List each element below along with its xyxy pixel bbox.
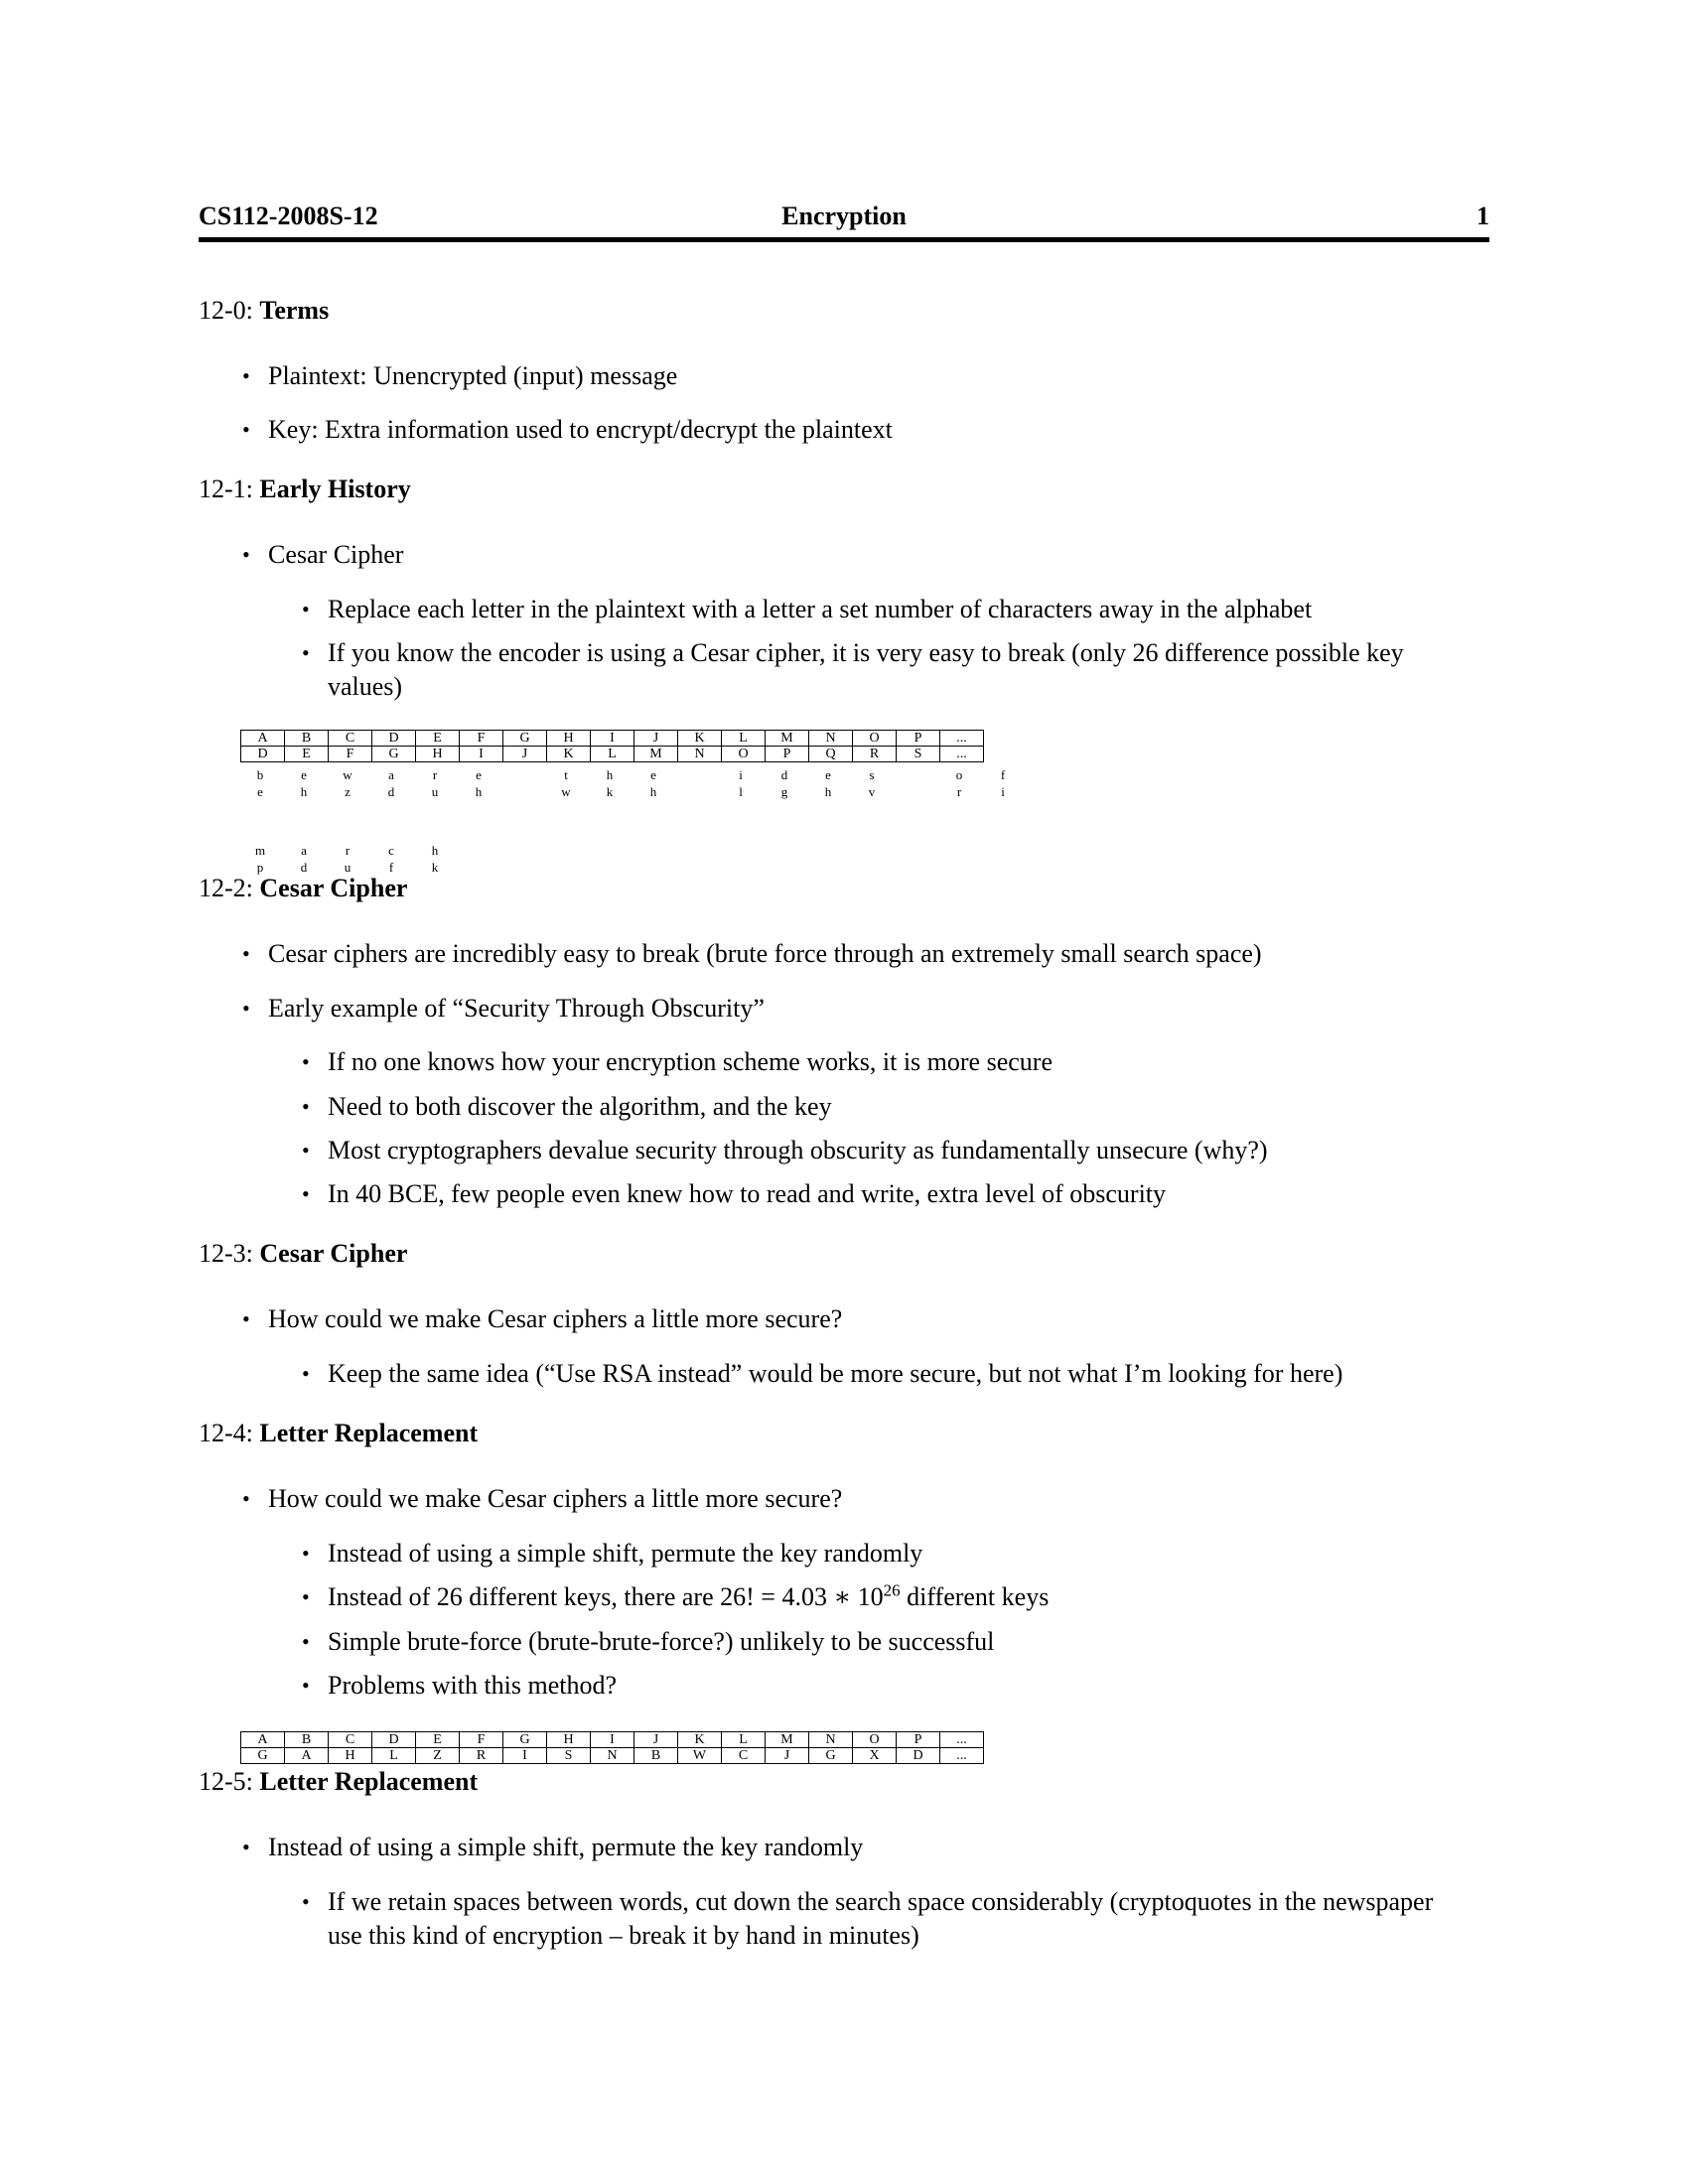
table-cell: D <box>241 747 285 762</box>
bullet-icon: • <box>302 1361 310 1386</box>
sub-bullet-item: • Keep the same idea (“Use RSA instead” would be more secure, but not what I’m looking for here) <box>328 1357 1499 1391</box>
example-letter: d <box>780 767 788 782</box>
table-cell: K <box>678 731 722 747</box>
table-cell: H <box>329 1748 372 1764</box>
table-cell: Q <box>809 747 853 762</box>
table-cell: W <box>678 1748 722 1764</box>
table-cell: F <box>329 747 372 762</box>
table-cell: G <box>503 731 547 747</box>
example-letter: i <box>739 767 743 782</box>
bullet-icon: • <box>302 1889 310 1914</box>
example-letter: i <box>1001 784 1005 799</box>
bullet-item: • Cesar Cipher <box>268 538 403 572</box>
bullet-icon: • <box>242 542 250 567</box>
table-cell: J <box>503 747 547 762</box>
bullet-icon: • <box>302 1673 310 1698</box>
table-cell: O <box>722 747 766 762</box>
table-cell: L <box>591 747 634 762</box>
bullet-icon: • <box>302 640 310 665</box>
sub-bullet-item: • If you know the encoder is using a Cesar cipher, it is very easy to break (only 26 difference possible key values) <box>302 638 1404 701</box>
bullet-item: • Cesar ciphers are incredibly easy to break (brute force through an extremely small search space) <box>268 937 1262 971</box>
bullet-icon: • <box>302 1181 310 1206</box>
example-letter: h <box>475 784 483 799</box>
table-cell: N <box>591 1748 634 1764</box>
table-cell: C <box>329 731 372 747</box>
table-cell: H <box>416 747 460 762</box>
bullet-icon: • <box>302 1629 310 1654</box>
example-letter: z <box>345 784 351 799</box>
example-letter: l <box>739 784 743 799</box>
example-letter: r <box>956 784 962 799</box>
table-cell: D <box>372 1732 416 1748</box>
bullet-item: • Key: Extra information used to encrypt/decrypt the plaintext <box>268 413 893 447</box>
example-letter: o <box>955 767 963 782</box>
bullet-icon: • <box>242 1835 250 1859</box>
bullet-icon: • <box>302 1541 310 1566</box>
table-cell: A <box>241 1732 285 1748</box>
table-cell: D <box>372 731 416 747</box>
table-cell: M <box>766 731 809 747</box>
table-cell: K <box>547 747 591 762</box>
example-letter: h <box>606 767 614 782</box>
example-letter: m <box>254 843 266 858</box>
table-cell: P <box>897 731 940 747</box>
example-letter: f <box>1000 767 1006 782</box>
example-letter: e <box>650 767 656 782</box>
sub-bullet-item: • Most cryptographers devalue security through obscurity as fundamentally unsecure (why?) <box>328 1134 1499 1167</box>
bullet-item: • Instead of using a simple shift, permute the key randomly <box>268 1831 863 1864</box>
table-cell: R <box>460 1748 503 1764</box>
table-cell: D <box>897 1748 940 1764</box>
example-letter: h <box>824 784 832 799</box>
bullet-item: • Plaintext: Unencrypted (input) message <box>268 359 677 393</box>
example-letter: g <box>780 784 788 799</box>
table-cell: B <box>285 731 329 747</box>
sub-bullet-item: • Problems with this method? <box>328 1669 1499 1703</box>
table-cell: G <box>241 1748 285 1764</box>
example-letter: k <box>431 860 439 875</box>
table-cell: B <box>285 1732 329 1748</box>
table-cell: B <box>634 1748 678 1764</box>
sub-bullet-item: • Replace each letter in the plaintext with a letter a set number of characters away in the alphabet <box>328 593 1499 626</box>
bullet-icon: • <box>242 1306 250 1331</box>
table-cell: M <box>766 1732 809 1748</box>
sub-bullet-item: • Simple brute-force (brute-brute-force?) unlikely to be successful <box>328 1625 1499 1659</box>
example-letter: b <box>256 767 264 782</box>
table-cell: P <box>766 747 809 762</box>
bullet-item: • Early example of “Security Through Obscurity” <box>268 992 765 1025</box>
table-cell: E <box>416 731 460 747</box>
sub-bullet-item: • In 40 BCE, few people even knew how to read and write, extra level of obscurity <box>328 1177 1499 1211</box>
table-cell: A <box>241 731 285 747</box>
table-cell: I <box>460 747 503 762</box>
table-cell: ... <box>940 1748 984 1764</box>
bullet-icon: • <box>302 1138 310 1162</box>
example-letter: f <box>388 860 394 875</box>
example-letter: e <box>301 767 307 782</box>
example-letter: h <box>300 784 308 799</box>
sub-bullet-item: • If we retain spaces between words, cut down the search space considerably (cryptoquotes in the newspaper use this kind of encryption – break it by hand in minutes) <box>302 1887 1434 1950</box>
section-heading-12-4: 12-4: Letter Replacement <box>199 1419 479 1447</box>
example-letter: w <box>343 767 352 782</box>
sub-bullet-item: • Instead of using a simple shift, permute the key randomly <box>328 1537 1499 1570</box>
table-cell: G <box>503 1732 547 1748</box>
table-cell: G <box>809 1748 853 1764</box>
table-cell: I <box>591 731 634 747</box>
table-cell: S <box>897 747 940 762</box>
table-cell: C <box>329 1732 372 1748</box>
table-cell: G <box>372 747 416 762</box>
bullet-icon: • <box>242 996 250 1021</box>
table-cell: S <box>547 1748 591 1764</box>
example-letter: r <box>345 843 351 858</box>
table-cell: ... <box>940 1732 984 1748</box>
table-cell: C <box>722 1748 766 1764</box>
example-letter: w <box>561 784 571 799</box>
permuted-key-table <box>240 1731 984 1764</box>
sub-bullet-item: • Instead of 26 different keys, there are 26! = 4.03 ∗ $10^{26}$ different keys <box>328 1580 1499 1614</box>
section-heading-12-0: 12-0: Terms <box>199 296 330 325</box>
table-cell: K <box>678 1732 722 1748</box>
example-letter: r <box>432 767 438 782</box>
bullet-icon: • <box>242 363 250 388</box>
page-title: Encryption <box>781 202 907 230</box>
bullet-icon: • <box>242 1486 250 1511</box>
example-letter: e <box>825 767 831 782</box>
table-cell: L <box>722 1732 766 1748</box>
table-cell: H <box>547 731 591 747</box>
example-letter: c <box>388 843 394 858</box>
example-letter: k <box>606 784 614 799</box>
table-cell: X <box>853 1748 897 1764</box>
table-cell: P <box>897 1732 940 1748</box>
section-heading-12-3: 12-3: Cesar Cipher <box>199 1239 408 1268</box>
table-cell: Z <box>416 1748 460 1764</box>
example-letter: h <box>649 784 657 799</box>
example-letter: e <box>476 767 482 782</box>
cesar-shift-table <box>240 730 984 762</box>
table-cell: H <box>547 1732 591 1748</box>
example-letter: a <box>388 767 394 782</box>
table-cell: M <box>634 747 678 762</box>
table-cell: N <box>678 747 722 762</box>
bullet-icon: • <box>242 941 250 966</box>
table-cell: J <box>634 731 678 747</box>
bullet-icon: • <box>302 597 310 621</box>
table-cell: E <box>416 1732 460 1748</box>
table-cell: A <box>285 1748 329 1764</box>
example-letter: t <box>564 767 568 782</box>
example-letter: u <box>431 784 439 799</box>
example-letter: u <box>344 860 352 875</box>
bullet-icon: • <box>302 1584 310 1609</box>
table-cell: I <box>591 1732 634 1748</box>
bullet-icon: • <box>242 417 250 442</box>
example-letter: a <box>301 843 307 858</box>
example-letter: h <box>431 843 439 858</box>
example-letter: v <box>868 784 876 799</box>
sub-bullet-item: • Need to both discover the algorithm, and the key <box>328 1090 1499 1124</box>
table-cell: F <box>460 731 503 747</box>
example-letter: p <box>256 860 264 875</box>
table-cell: R <box>853 747 897 762</box>
table-cell: E <box>285 747 329 762</box>
table-cell: ... <box>940 747 984 762</box>
table-cell: O <box>853 1732 897 1748</box>
example-letter: d <box>387 784 395 799</box>
example-letter: d <box>300 860 308 875</box>
section-heading-12-2: 12-2: Cesar Cipher <box>199 874 408 902</box>
sub-bullet-item: • If no one knows how your encryption scheme works, it is more secure <box>328 1045 1499 1079</box>
bullet-item: • How could we make Cesar ciphers a little more secure? <box>268 1482 842 1516</box>
table-cell: ... <box>940 731 984 747</box>
bullet-item: • How could we make Cesar ciphers a little more secure? <box>268 1302 842 1336</box>
page-header <box>199 202 1489 242</box>
section-heading-12-1: 12-1: Early History <box>199 475 411 503</box>
example-letter: e <box>257 784 263 799</box>
bullet-icon: • <box>302 1049 310 1074</box>
table-cell: O <box>853 731 897 747</box>
table-cell: N <box>809 1732 853 1748</box>
table-cell: J <box>766 1748 809 1764</box>
section-heading-12-5: 12-5: Letter Replacement <box>199 1767 479 1796</box>
table-cell: L <box>372 1748 416 1764</box>
table-cell: F <box>460 1732 503 1748</box>
example-letter: s <box>869 767 875 782</box>
table-cell: N <box>809 731 853 747</box>
table-cell: L <box>722 731 766 747</box>
page-number: 1 <box>1477 202 1489 230</box>
table-cell: I <box>503 1748 547 1764</box>
table-cell: J <box>634 1732 678 1748</box>
course-code: CS112-2008S-12 <box>199 202 378 230</box>
bullet-icon: • <box>302 1094 310 1119</box>
